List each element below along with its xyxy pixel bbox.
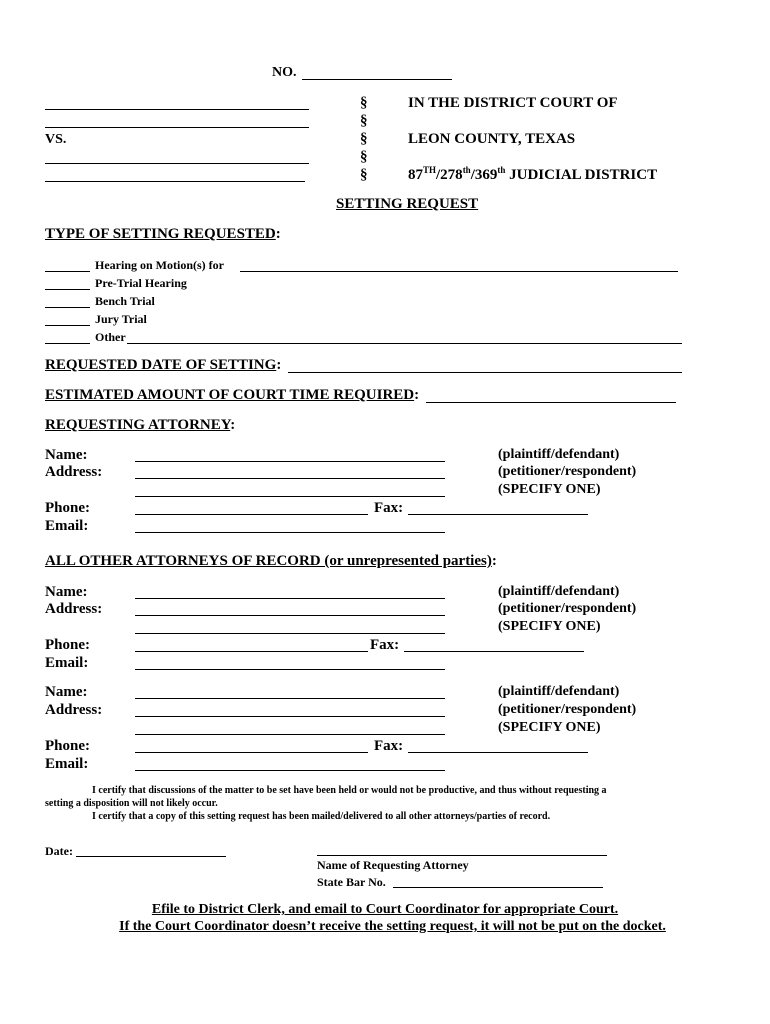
option-checkbox-jury[interactable] [45, 325, 90, 326]
motion-description-field[interactable] [240, 271, 678, 272]
certification-line-3: I certify that a copy of this setting request has been mailed/delivered to all other attorneys/parties of record. [92, 811, 551, 822]
party2-line-2[interactable] [45, 181, 305, 182]
party-role-line-3: (SPECIFY ONE) [498, 619, 601, 634]
section-symbol: § [360, 131, 368, 147]
address-field-2[interactable] [135, 496, 445, 497]
requesting-attorney-heading: REQUESTING ATTORNEY: [45, 417, 236, 433]
name-field[interactable] [135, 461, 445, 462]
address-field-2[interactable] [135, 734, 445, 735]
phone-label: Phone: [45, 500, 90, 516]
fax-field[interactable] [404, 651, 584, 652]
email-field[interactable] [135, 770, 445, 771]
phone-label: Phone: [45, 637, 90, 653]
address-field-2[interactable] [135, 633, 445, 634]
date-label: Date: [45, 844, 73, 858]
name-label: Name: [45, 584, 88, 600]
other-description-field[interactable] [127, 343, 682, 344]
state-bar-label: State Bar No. [317, 875, 386, 889]
party1-line-2[interactable] [45, 127, 309, 128]
address-field-1[interactable] [135, 478, 445, 479]
party-role-line-1: (plaintiff/defendant) [498, 684, 620, 699]
fax-field[interactable] [408, 514, 588, 515]
address-field-1[interactable] [135, 716, 445, 717]
option-label-other: Other [95, 330, 126, 344]
address-label: Address: [45, 702, 103, 718]
email-label: Email: [45, 655, 89, 671]
court-line-1: IN THE DISTRICT COURT OF [408, 95, 618, 111]
form-title: SETTING REQUEST [336, 196, 479, 212]
court-time-label: ESTIMATED AMOUNT OF COURT TIME REQUIRED: [45, 387, 420, 403]
option-checkbox-motion[interactable] [45, 271, 90, 272]
party-role-line-3: (SPECIFY ONE) [498, 720, 601, 735]
option-checkbox-pretrial[interactable] [45, 289, 90, 290]
party-role-line-1: (plaintiff/defendant) [498, 584, 620, 599]
email-label: Email: [45, 756, 89, 772]
email-field[interactable] [135, 669, 445, 670]
setting-type-heading: TYPE OF SETTING REQUESTED: [45, 226, 281, 242]
party-role-line-2: (petitioner/respondent) [498, 464, 637, 479]
name-label: Name: [45, 447, 88, 463]
fax-label: Fax: [374, 500, 404, 516]
party-role-line-3: (SPECIFY ONE) [498, 482, 601, 497]
requested-date-label: REQUESTED DATE OF SETTING: [45, 357, 282, 373]
phone-label: Phone: [45, 738, 90, 754]
state-bar-field[interactable] [393, 887, 603, 888]
option-label-jury: Jury Trial [95, 312, 147, 326]
option-label-bench: Bench Trial [95, 294, 155, 308]
phone-field[interactable] [135, 752, 368, 753]
footer-instruction-1: Efile to District Clerk, and email to Court Coordinator for appropriate Court. [151, 902, 619, 917]
court-line-2: LEON COUNTY, TEXAS [408, 131, 576, 147]
judicial-district: 87TH/278th/369th JUDICIAL DISTRICT [408, 165, 658, 183]
footer-instruction-2: If the Court Coordinator doesn’t receive the setting request, it will not be put on the docket. [119, 919, 666, 934]
name-field[interactable] [135, 698, 445, 699]
option-checkbox-bench[interactable] [45, 307, 90, 308]
option-checkbox-other[interactable] [45, 343, 90, 344]
option-label-motion: Hearing on Motion(s) for [95, 258, 224, 272]
party2-line-1[interactable] [45, 163, 309, 164]
section-symbol: § [360, 113, 368, 129]
name-field[interactable] [135, 598, 445, 599]
email-label: Email: [45, 518, 89, 534]
certification-line-1: I certify that discussions of the matter to be set have been held or would not be productive, and thus without requesting a [92, 785, 607, 796]
attorney-signature-field[interactable] [317, 855, 607, 856]
phone-field[interactable] [135, 651, 368, 652]
certification-line-2: setting a disposition will not likely occur. [45, 798, 218, 809]
email-field[interactable] [135, 532, 445, 533]
attorney-name-label: Name of Requesting Attorney [317, 858, 469, 872]
date-field[interactable] [76, 856, 226, 857]
address-label: Address: [45, 464, 103, 480]
name-label: Name: [45, 684, 88, 700]
option-label-pretrial: Pre-Trial Hearing [95, 276, 187, 290]
fax-label: Fax: [370, 637, 400, 653]
party-role-line-2: (petitioner/respondent) [498, 601, 637, 616]
fax-field[interactable] [408, 752, 588, 753]
versus-label: VS. [45, 132, 67, 147]
party-role-line-1: (plaintiff/defendant) [498, 447, 620, 462]
case-number-field[interactable] [302, 79, 452, 80]
address-label: Address: [45, 601, 103, 617]
phone-field[interactable] [135, 514, 368, 515]
party1-line-1[interactable] [45, 109, 309, 110]
court-time-field[interactable] [426, 402, 676, 403]
party-role-line-2: (petitioner/respondent) [498, 702, 637, 717]
other-attorneys-heading: ALL OTHER ATTORNEYS OF RECORD (or unrepresented parties): [45, 553, 497, 569]
section-symbol: § [360, 95, 368, 111]
requested-date-field[interactable] [288, 372, 682, 373]
address-field-1[interactable] [135, 615, 445, 616]
section-symbol: § [360, 167, 368, 183]
case-number-label: NO. [272, 65, 297, 80]
section-symbol: § [360, 149, 368, 165]
fax-label: Fax: [374, 738, 404, 754]
